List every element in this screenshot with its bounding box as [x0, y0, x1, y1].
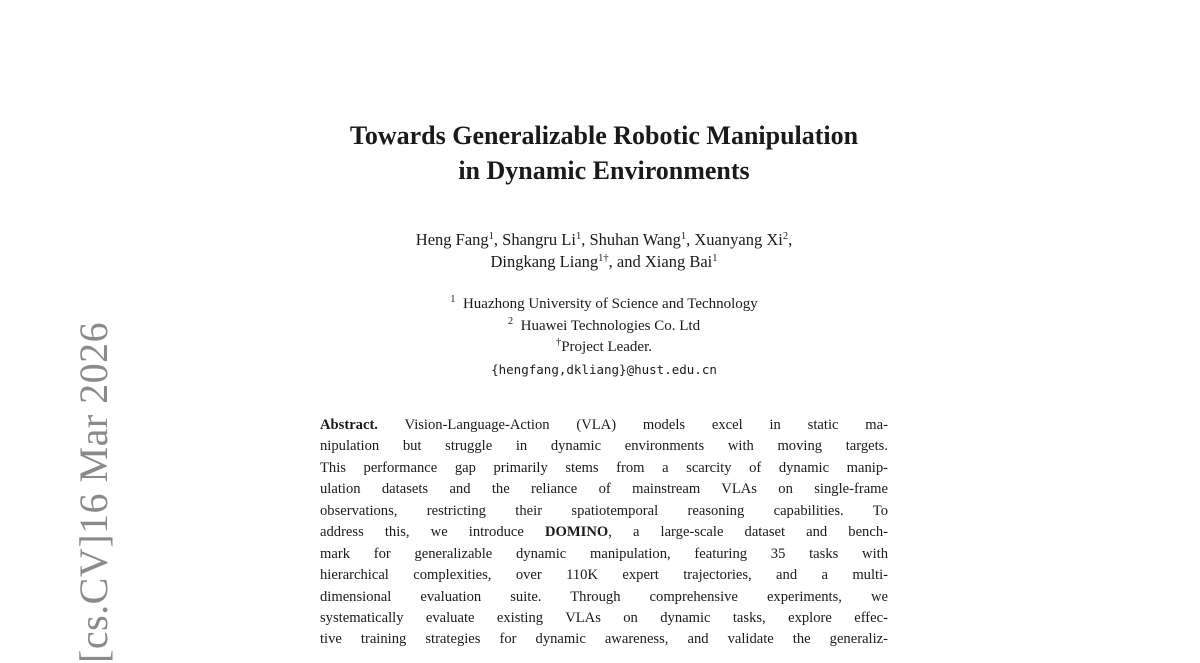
- author-affil-sup: 1: [680, 231, 687, 242]
- arxiv-category: cs.CV: [71, 547, 116, 650]
- abstract: [320, 415, 888, 651]
- author-name: Shangru Li: [502, 230, 576, 249]
- author-name: Shuhan Wang: [589, 230, 681, 249]
- title-line-1: Towards Generalizable Robotic Manipulation: [349, 121, 859, 150]
- author-affil-sup: 1: [575, 231, 582, 242]
- abstract-label: Abstract.: [320, 417, 378, 433]
- abstract-line: dimensional evaluation suite. Through comprehensive experiments, we: [320, 588, 888, 605]
- abstract-line: systematically evaluate existing VLAs on dynamic tasks, explore effec-: [320, 609, 888, 626]
- arxiv-stamp-clip: [18, 318, 116, 663]
- paper-title: [240, 118, 968, 188]
- contact-email[interactable]: {hengfang,dkliang}@hust.edu.cn: [491, 361, 717, 377]
- author-affil-sup: 1†: [598, 253, 609, 264]
- abstract-line: Abstract. Vision-Language-Action (VLA) models excel in static ma-: [320, 417, 888, 433]
- title-line-2: in Dynamic Environments: [458, 156, 750, 185]
- author-affil-sup: 2: [782, 231, 789, 242]
- author-list: [240, 229, 968, 273]
- abstract-line: observations, restricting their spatiotemporal reasoning capabilities. To: [320, 502, 888, 519]
- author-name: Xiang Bai: [644, 252, 713, 271]
- author-affil-sup: 1: [712, 253, 718, 264]
- author-name: Dingkang Liang: [490, 252, 599, 271]
- author-line-1: Heng Fang$^1$, Shangru Li$^1$, Shuhan Wang$^1$, Xuanyang Xi$^2$,: [415, 230, 793, 249]
- affiliation-2: $^2$ Huawei Technologies Co. Ltd: [507, 315, 701, 334]
- arxiv-stamp: [cs.CV]16 Mar 2026: [71, 321, 116, 663]
- author-line-2: Dingkang Liang$^{1\dagger}$, and Xiang Bai$^1$: [490, 252, 718, 271]
- arxiv-date: 16 Mar 2026: [71, 321, 116, 534]
- abstract-line: mark for generalizable dynamic manipulation, featuring 35 tasks with: [320, 545, 888, 562]
- author-name: Xuanyang Xi: [694, 230, 783, 249]
- abstract-line: tive training strategies for dynamic awareness, and validate the generaliz-: [320, 631, 888, 648]
- abstract-line: ulation datasets and the reliance of mainstream VLAs on single-frame: [320, 481, 888, 498]
- abstract-line: This performance gap primarily stems from a scarcity of dynamic manip-: [320, 459, 888, 476]
- author-affil-sup: 1: [488, 231, 494, 242]
- author-name: Heng Fang: [415, 230, 489, 249]
- affiliations: [240, 294, 968, 380]
- abstract-line: address this, we introduce DOMINO, a large-scale dataset and bench-: [320, 524, 888, 541]
- abstract-line: nipulation but struggle in dynamic environments with moving targets.: [320, 438, 888, 455]
- abstract-line: hierarchical complexities, over 110K expert trajectories, and a multi-: [320, 567, 888, 584]
- project-leader-note: †Project Leader.: [555, 337, 653, 355]
- affiliation-1: $^1$ Huazhong University of Science and Technology: [450, 294, 758, 312]
- dataset-name: DOMINO: [544, 524, 609, 541]
